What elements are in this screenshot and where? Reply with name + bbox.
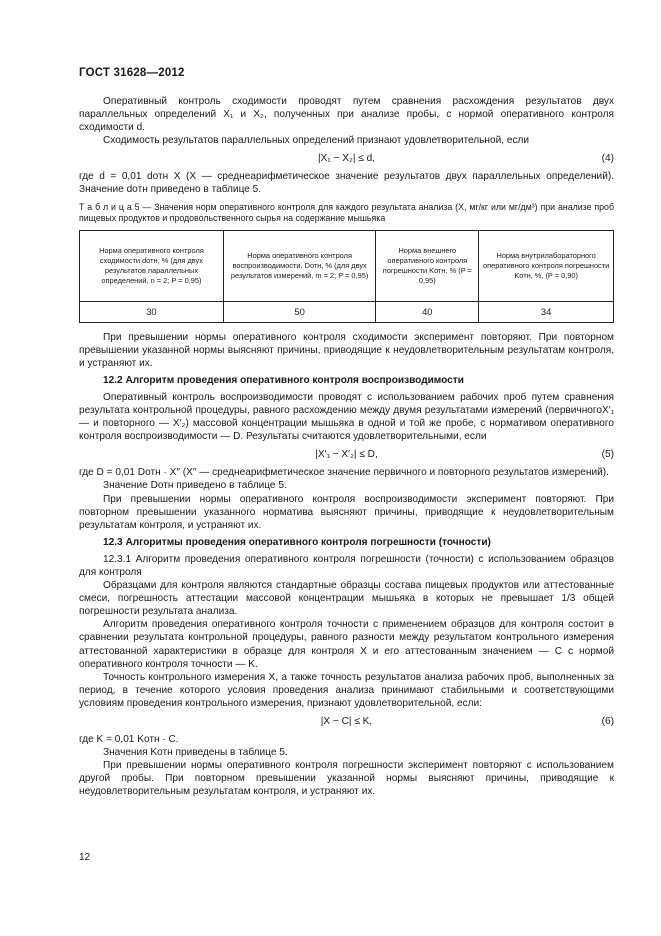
table-5: [79, 230, 614, 323]
equation-5-formula: |X′₁ − X′₂| ≤ D,: [315, 449, 378, 461]
table-header-cell: Норма внутрилабораторного оперативного контроля погрешности Kотн, %, (P = 0,90): [479, 230, 614, 301]
table-header-cell: Норма внешнего оперативного контроля погрешности Kотн, % (P = 0,95): [376, 230, 479, 301]
paragraph-repeatability-exceed: При превышении нормы оперативного контроля сходимости эксперимент повторяют. При повторном превышении указанной нормы выясняют причины, приводящие к неудовлетворительным результатам контроля, и устраняют их.: [79, 331, 614, 369]
paragraph-accuracy-exceed: При превышении нормы оперативного контроля погрешности эксперимент повторяют с использованием другой пробы. При повторном превышении указанной нормы выясняют причины, приводящие к неудовлетворительным результатам контроля, и устраняют их.: [79, 760, 614, 798]
page-number: 12: [79, 852, 91, 863]
paragraph-accuracy-algorithm: Алгоритм проведения оперативного контроля точности с применением образцов для контроля состоит в сравнении результата контрольной процедуры, равного разности между результатом контрольного измерения аттестованной характеристики в образце для контроля X и его аттестованным значением — C с нормой оперативного контроля точности — K.: [79, 619, 614, 670]
document-body: [79, 95, 614, 798]
table-5-caption: Т а б л и ц а 5 — Значения норм оперативного контроля для каждого результата анализа (X, мг/кг или мг/дм³) при анализе проб пищевых продуктов и продовольственного сырья на содержание мышьяка: [79, 201, 614, 223]
paragraph-control-samples: Образцами для контроля являются стандартные образцы состава пищевых продуктов или аттестованные смеси, погрешность аттестации массовой концентрации мышьяка в которых не превышает 1/3 общей погрешности результата анализа.: [79, 580, 614, 618]
equation-6-formula: |X − C| ≤ K,: [320, 716, 373, 727]
paragraph-reproducibility-exceed: При превышении нормы оперативного контроля воспроизводимости эксперимент повторяют. При повторном превышении указанного норматива выясняют причины, приводящие к неудовлетворительным результатам контроля, и устраняют их.: [79, 493, 614, 531]
table-cell: 40: [376, 301, 479, 322]
table-header-cell: Норма оперативного контроля воспроизводимости, Dотн, % (для двух результатов измерений, m = 2; P = 0,95): [223, 230, 376, 301]
section-heading-12-3: 12.3 Алгоритмы проведения оперативного контроля погрешности (точности): [103, 536, 491, 548]
equation-6-number: (6): [601, 716, 614, 727]
table-header-cell: Норма оперативного контроля сходимости dотн, % (для двух результатов параллельных определений, n = 2; P = 0,95): [80, 230, 224, 301]
paragraph-reproducibility-intro: Оперативный контроль воспроизводимости проводят с использованием рабочих проб путем сравнения результата контрольной процедуры, равного расхождению между двумя результатами измерений (первичногоX′₁ — и повторного — X′₂) массовой концентрации мышьяка в одной и той же пробе, с нормативом оперативного контроля воспроизводимости — D. Результаты считаются удовлетворительными, если: [79, 391, 614, 443]
table-row: [80, 301, 614, 322]
equation-4-formula: |X₁ − X₂| ≤ d,: [317, 153, 376, 165]
equation-4-number: (4): [601, 153, 614, 165]
table-cell: 34: [479, 301, 614, 322]
paragraph-D-definition: где D = 0,01 Dотн · X″ (X″ — среднеарифметическое значение первичного и повторного результатов измерений).: [79, 467, 609, 479]
paragraph-accuracy-condition: Точность контрольного измерения X, а также точность результатов анализа рабочих проб, выполненных за период, в течение которого условия проведения анализа принимают стабильными и соответствующими условиям проведения контрольного измерения, признают удовлетворительной, если:: [79, 671, 614, 709]
table-header-row: [80, 230, 614, 301]
document-header: ГОСТ 31628—2012: [79, 67, 185, 79]
paragraph-repeatability-condition: Сходимость результатов параллельных определений признают удовлетворительной, если: [103, 135, 530, 147]
table-cell: 30: [80, 301, 224, 322]
paragraph-repeatability-intro: Оперативный контроль сходимости проводят путем сравнения расхождения результатов двух параллельных определений X₁ и X₂, полученных при анализе пробы, с нормой оперативного контроля сходимости d.: [79, 96, 614, 134]
equation-6: [79, 715, 614, 729]
equation-5-number: (5): [601, 449, 614, 461]
paragraph-K-definition: где K = 0,01 Kотн · C.: [79, 734, 179, 745]
paragraph-12-3-1: 12.3.1 Алгоритм проведения оперативного контроля погрешности (точности) с использованием образцов для контроля: [79, 553, 614, 578]
equation-4: [79, 152, 614, 166]
paragraph-K-value-ref: Значения Kотн приведены в таблице 5.: [103, 747, 288, 759]
paragraph-d-definition: где d = 0,01 dотн X (X — среднеарифметическое значение результатов двух параллельных определений). Значение dотн приведено в таблице 5.: [79, 171, 614, 196]
table-cell: 50: [223, 301, 376, 322]
equation-5: [79, 448, 614, 462]
section-heading-12-2: 12.2 Алгоритм проведения оперативного контроля воспроизводимости: [103, 374, 464, 386]
paragraph-D-value-ref: Значение Dотн приведено в таблице 5.: [103, 480, 287, 492]
